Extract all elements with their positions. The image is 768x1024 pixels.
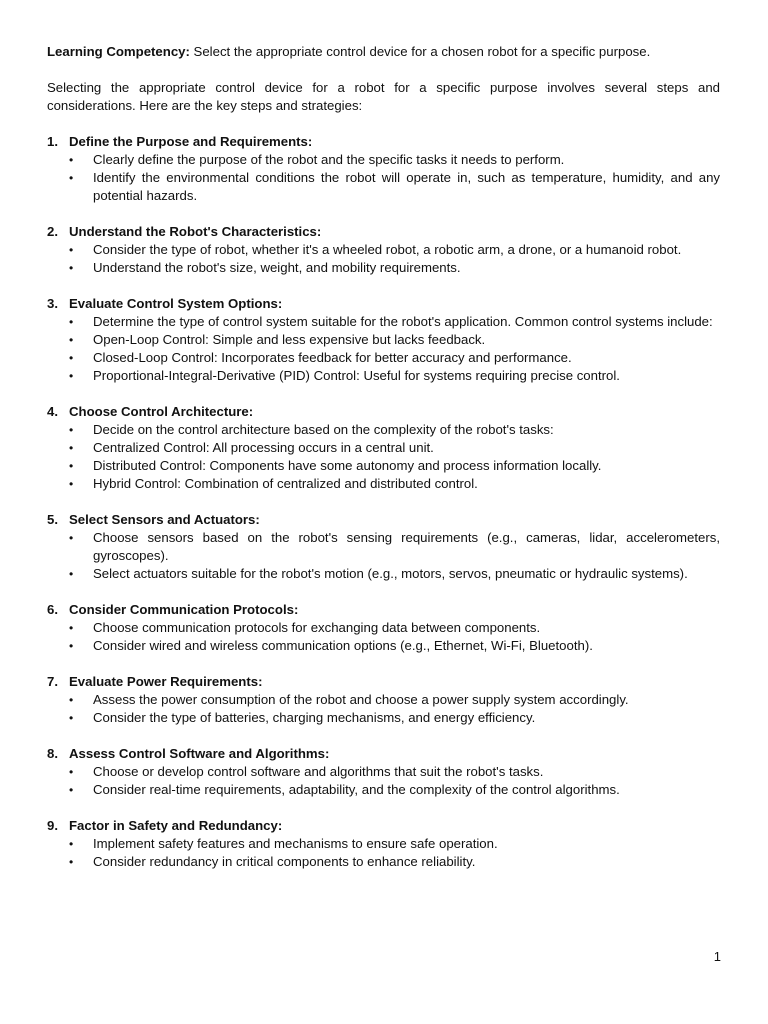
- step-section: [47, 295, 720, 385]
- list-item-text: Identify the environmental conditions the robot will operate in, such as temperature, humidity, and any potential hazards.: [93, 170, 720, 203]
- step-title-text: Understand the Robot's Characteristics:: [69, 224, 322, 239]
- bullet-list: [47, 421, 720, 493]
- step-title: [47, 817, 720, 835]
- step-title-text: Select Sensors and Actuators:: [69, 512, 260, 527]
- list-item: [47, 619, 720, 637]
- bullet-icon: •: [69, 639, 74, 653]
- list-item-text: Consider redundancy in critical components to enhance reliability.: [93, 854, 476, 869]
- list-item-text: Understand the robot's size, weight, and mobility requirements.: [93, 260, 461, 275]
- list-item: [47, 457, 720, 475]
- document-page: [47, 43, 720, 889]
- bullet-icon: •: [69, 333, 74, 347]
- list-item: [47, 637, 720, 655]
- list-item-text: Choose or develop control software and algorithms that suit the robot's tasks.: [93, 764, 544, 779]
- steps-list: [47, 133, 720, 871]
- list-item-text: Decide on the control architecture based on the complexity of the robot's tasks:: [93, 422, 554, 437]
- list-item-text: Consider the type of batteries, charging mechanisms, and energy efficiency.: [93, 710, 536, 725]
- step-number: 9.: [47, 818, 58, 833]
- bullet-list: [47, 151, 720, 205]
- list-item: [47, 169, 720, 205]
- bullet-icon: •: [69, 315, 74, 329]
- bullet-icon: •: [69, 621, 74, 635]
- list-item: [47, 835, 720, 853]
- bullet-icon: •: [69, 441, 74, 455]
- list-item: [47, 421, 720, 439]
- bullet-icon: •: [69, 153, 74, 167]
- step-section: [47, 403, 720, 493]
- list-item: [47, 853, 720, 871]
- list-item-text: Distributed Control: Components have some autonomy and process information locally.: [93, 458, 602, 473]
- step-title: [47, 403, 720, 421]
- step-title-text: Define the Purpose and Requirements:: [69, 134, 313, 149]
- step-title-text: Consider Communication Protocols:: [69, 602, 299, 617]
- step-number: 2.: [47, 224, 58, 239]
- step-section: [47, 817, 720, 871]
- step-number: 1.: [47, 134, 58, 149]
- step-section: [47, 511, 720, 583]
- bullet-icon: •: [69, 783, 74, 797]
- list-item: [47, 565, 720, 583]
- list-item-text: Centralized Control: All processing occurs in a central unit.: [93, 440, 434, 455]
- list-item-text: Closed-Loop Control: Incorporates feedback for better accuracy and performance.: [93, 350, 572, 365]
- bullet-list: [47, 619, 720, 655]
- list-item-text: Clearly define the purpose of the robot and the specific tasks it needs to perform.: [93, 152, 565, 167]
- step-title: [47, 223, 720, 241]
- list-item: [47, 475, 720, 493]
- bullet-icon: •: [69, 459, 74, 473]
- bullet-icon: •: [69, 351, 74, 365]
- list-item: [47, 439, 720, 457]
- step-title-text: Evaluate Control System Options:: [69, 296, 283, 311]
- bullet-list: [47, 835, 720, 871]
- step-title: [47, 601, 720, 619]
- bullet-list: [47, 241, 720, 277]
- step-number: 7.: [47, 674, 58, 689]
- learning-competency-label: Learning Competency:: [47, 44, 190, 59]
- step-section: [47, 133, 720, 205]
- learning-competency: [47, 43, 720, 61]
- bullet-icon: •: [69, 855, 74, 869]
- list-item: [47, 367, 720, 385]
- list-item: [47, 691, 720, 709]
- bullet-icon: •: [69, 369, 74, 383]
- page-number: 1: [713, 949, 721, 964]
- list-item: [47, 781, 720, 799]
- step-title: [47, 673, 720, 691]
- step-section: [47, 673, 720, 727]
- step-title-text: Factor in Safety and Redundancy:: [69, 818, 283, 833]
- list-item-text: Choose sensors based on the robot's sensing requirements (e.g., cameras, lidar, accelerometers, gyroscopes).: [93, 530, 720, 563]
- list-item-text: Select actuators suitable for the robot's motion (e.g., motors, servos, pneumatic or hydraulic systems).: [93, 566, 688, 581]
- bullet-list: [47, 529, 720, 583]
- learning-competency-text: Select the appropriate control device for a chosen robot for a specific purpose.: [189, 44, 651, 59]
- list-item-text: Hybrid Control: Combination of centralized and distributed control.: [93, 476, 478, 491]
- list-item: [47, 331, 720, 349]
- bullet-list: [47, 313, 720, 385]
- list-item: [47, 241, 720, 259]
- bullet-icon: •: [69, 693, 74, 707]
- bullet-icon: •: [69, 837, 74, 851]
- step-title: [47, 295, 720, 313]
- list-item-text: Consider the type of robot, whether it's a wheeled robot, a robotic arm, a drone, or a humanoid robot.: [93, 242, 682, 257]
- list-item: [47, 313, 720, 331]
- step-section: [47, 745, 720, 799]
- step-title: [47, 133, 720, 151]
- bullet-icon: •: [69, 171, 74, 185]
- step-number: 5.: [47, 512, 58, 527]
- step-title: [47, 511, 720, 529]
- bullet-icon: •: [69, 243, 74, 257]
- list-item-text: Consider wired and wireless communication options (e.g., Ethernet, Wi-Fi, Bluetooth).: [93, 638, 593, 653]
- step-number: 4.: [47, 404, 58, 419]
- bullet-icon: •: [69, 531, 74, 545]
- intro-paragraph: Selecting the appropriate control device for a robot for a specific purpose involves several steps and considerations. Here are the key steps and strategies:: [47, 80, 720, 113]
- step-section: [47, 601, 720, 655]
- list-item-text: Determine the type of control system suitable for the robot's application. Common control systems include:: [93, 314, 713, 329]
- list-item-text: Open-Loop Control: Simple and less expensive but lacks feedback.: [93, 332, 486, 347]
- bullet-list: [47, 763, 720, 799]
- bullet-icon: •: [69, 477, 74, 491]
- step-number: 8.: [47, 746, 58, 761]
- list-item: [47, 259, 720, 277]
- bullet-icon: •: [69, 765, 74, 779]
- list-item-text: Proportional-Integral-Derivative (PID) Control: Useful for systems requiring precise control.: [93, 368, 620, 383]
- bullet-list: [47, 691, 720, 727]
- bullet-icon: •: [69, 711, 74, 725]
- list-item: [47, 349, 720, 367]
- list-item: [47, 529, 720, 565]
- step-title-text: Evaluate Power Requirements:: [69, 674, 263, 689]
- step-number: 6.: [47, 602, 58, 617]
- bullet-icon: •: [69, 261, 74, 275]
- bullet-icon: •: [69, 567, 74, 581]
- list-item-text: Choose communication protocols for exchanging data between components.: [93, 620, 541, 635]
- list-item: [47, 709, 720, 727]
- step-title-text: Assess Control Software and Algorithms:: [69, 746, 330, 761]
- list-item-text: Consider real-time requirements, adaptability, and the complexity of the control algorithms.: [93, 782, 620, 797]
- step-title: [47, 745, 720, 763]
- list-item: [47, 151, 720, 169]
- step-section: [47, 223, 720, 277]
- step-number: 3.: [47, 296, 58, 311]
- list-item: [47, 763, 720, 781]
- list-item-text: Implement safety features and mechanisms to ensure safe operation.: [93, 836, 498, 851]
- bullet-icon: •: [69, 423, 74, 437]
- list-item-text: Assess the power consumption of the robot and choose a power supply system accordingly.: [93, 692, 629, 707]
- step-title-text: Choose Control Architecture:: [69, 404, 254, 419]
